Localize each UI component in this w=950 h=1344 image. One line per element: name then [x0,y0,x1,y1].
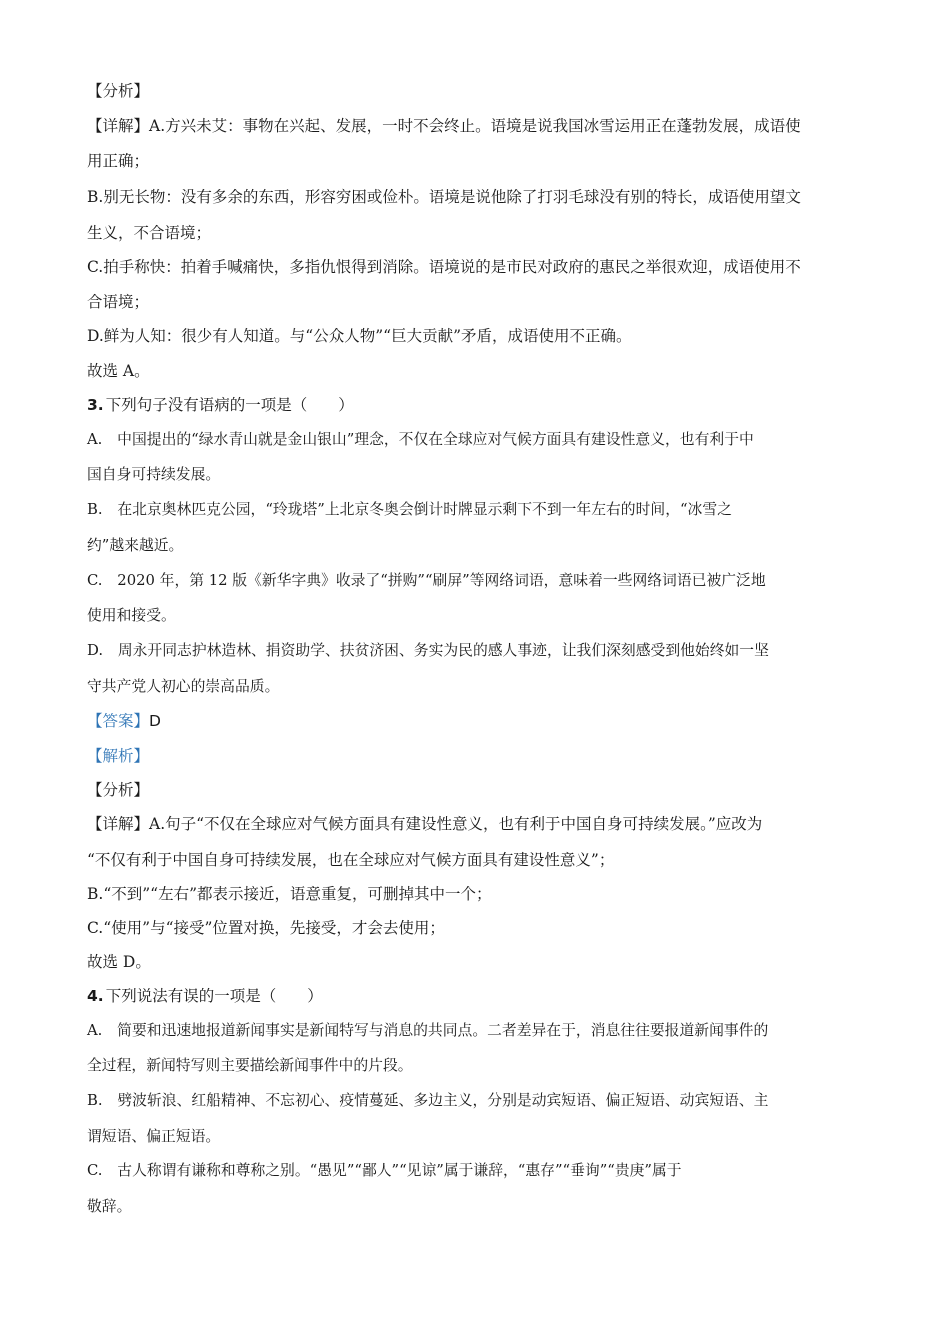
q3-detail-C: C.“使用”与“接受”位置对换，先接受，才会去使用； [87,919,445,937]
q3-option-B-line2: 约”越来越近。 [87,537,184,554]
q3-detail-A-line2: “不仅有利于中国自身可持续发展，也在全球应对气候方面具有建设性意义”； [87,851,615,869]
detail-C-line2: 合语境； [87,293,150,311]
question-3-stem: 3. 下列句子没有语病的一项是（ ） [87,396,354,414]
detail-label: 【详解】 [87,117,150,135]
detail-C-line1: C.拍手称快：拍着手喊痛快，多指仇恨得到消除。语境说的是市民对政府的惠民之举很欢迎，成语使用不 [87,258,801,276]
q4-option-A-line2: 全过程，新闻特写则主要描绘新闻事件中的片段。 [87,1057,413,1074]
detail-A-line2: 用正确； [87,152,150,170]
q3-option-C-line2: 使用和接受。 [87,607,176,624]
q3-option-B-line1: B. 在北京奥林匹克公园，“玲珑塔”上北京冬奥会倒计时牌显示剩下不到一年左右的时间，“冰雪之 [87,501,732,518]
q3-option-C-line1: C. 2020 年，第 12 版《新华字典》收录了“拼购”“刷屏”等网络词语，意味着一些网络词语已被广泛地 [87,572,766,589]
detail-label: 【详解】 [87,815,150,833]
conclusion-1: 故选 A。 [87,362,150,380]
detail-D-line1: D.鲜为人知：很少有人知道。与“公众人物”“巨大贡献”矛盾，成语使用不正确。 [87,327,632,345]
q4-option-B-line2: 谓短语、偏正短语。 [87,1128,221,1145]
q3-conclusion: 故选 D。 [87,953,151,971]
question-4-stem: 4. 下列说法有误的一项是（ ） [87,987,323,1005]
q3-detail-A-line1: 【详解】A.句子“不仅在全球应对气候方面具有建设性意义，也有利于中国自身可持续发展。”应改为 [87,815,763,833]
detail-B-line2: 生义，不合语境； [87,224,212,242]
analysis-heading: 【分析】 [87,82,150,100]
q3-answer [87,711,161,731]
q3-explain-label: 【解析】 [87,747,150,765]
q3-analysis-heading: 【分析】 [87,781,150,799]
answer-value: D [149,712,161,730]
q4-option-A-line1: A. 简要和迅速地报道新闻事实是新闻特写与消息的共同点。二者差异在于，消息往往要报道新闻事件的 [87,1022,769,1039]
q4-option-B-line1: B. 劈波斩浪、红船精神、不忘初心、疫情蔓延、多边主义，分别是动宾短语、偏正短语、动宾短语、主 [87,1092,769,1109]
question-4-number: 4. [87,987,104,1005]
q3-option-A-line1: A. 中国提出的“绿水青山就是金山银山”理念，不仅在全球应对气候方面具有建设性意义，也有利于中 [87,431,754,448]
q3-option-A-line2: 国自身可持续发展。 [87,466,221,483]
question-3-number: 3. [87,396,104,414]
answer-label: 【答案】 [87,712,150,730]
detail-B-line1: B.别无长物：没有多余的东西，形容穷困或俭朴。语境是说他除了打羽毛球没有别的特长，成语使用望文 [87,188,801,206]
q3-option-D-line2: 守共产党人初心的崇高品质。 [87,678,280,695]
q3-detail-B: B.“不到”“左右”都表示接近，语意重复，可删掉其中一个； [87,885,492,903]
q4-option-C-line1: C. 古人称谓有谦称和尊称之别。“愚见”“鄙人”“见谅”属于谦辞，“惠存”“垂询”“贵庚”属于 [87,1162,682,1179]
detail-A-line1: 【详解】A.方兴未艾：事物在兴起、发展，一时不会终止。语境是说我国冰雪运用正在蓬勃发展，成语使 [87,117,801,135]
q4-option-C-line2: 敬辞。 [87,1198,132,1215]
q3-option-D-line1: D. 周永开同志护林造林、捐资助学、扶贫济困、务实为民的感人事迹，让我们深刻感受到他始终如一坚 [87,642,769,659]
